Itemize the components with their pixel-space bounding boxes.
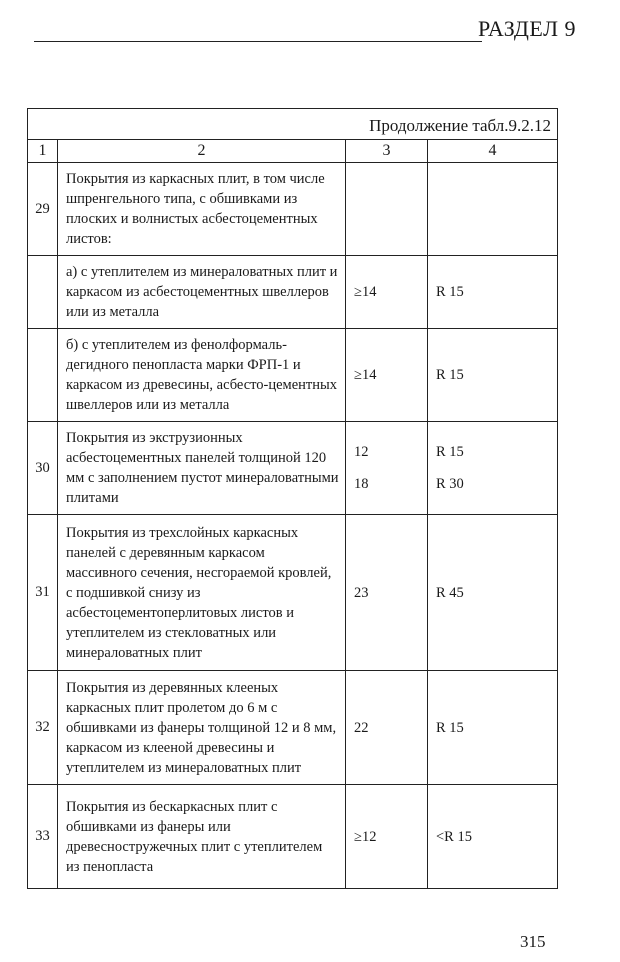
row-number [28,256,58,329]
column-number-row [28,140,558,163]
row-col4: R 15 [428,256,558,329]
row-number: 31 [28,515,58,671]
row-col4: R 15 [428,671,558,785]
column-header-3: 3 [346,140,428,163]
table-row [28,515,558,671]
row-col4-value: R 30 [436,476,464,492]
row-number: 30 [28,422,58,515]
row-col3: ≥14 [346,329,428,422]
row-number: 32 [28,671,58,785]
table-row [28,163,558,256]
row-col3: 22 [346,671,428,785]
table-caption-row [28,109,558,140]
row-col3: 23 [346,515,428,671]
row-description: а) с утеплителем из минераловатных плит и каркасом из асбестоцементных швеллеров или из металла [58,256,346,329]
row-number [28,329,58,422]
row-description: Покрытия из каркасных плит, в том числе шпренгельного типа, с обшивками из плоских и волнистых асбестоцементных листов: [58,163,346,256]
table-row [28,329,558,422]
row-number: 29 [28,163,58,256]
header-rule [34,41,482,42]
column-header-4: 4 [428,140,558,163]
table-row [28,256,558,329]
column-header-2: 2 [58,140,346,163]
table-row [28,422,558,515]
row-number: 33 [28,785,58,889]
row-col3-value: 12 [354,444,369,460]
column-header-1: 1 [28,140,58,163]
row-description: Покрытия из экструзионных асбестоцементных панелей толщиной 120 мм с заполнением пустот минераловатными плитами [58,422,346,515]
row-col3 [346,163,428,256]
row-col3 [346,422,428,515]
row-description: Покрытия из трехслойных каркасных панелей с деревянным каркасом массивного сечения, несгораемой кровлей, с подшивкой снизу из асбестоцементоперлитовых листов и утеплителем из стекловатных или минераловатных плит [58,515,346,671]
row-col4 [428,422,558,515]
row-col3: ≥14 [346,256,428,329]
table-caption: Продолжение табл.9.2.12 [28,109,558,140]
row-description: Покрытия из бескаркасных плит с обшивками из фанеры или древесностружечных плит с утеплителем из пенопласта [58,785,346,889]
row-col4: <R 15 [428,785,558,889]
fire-resistance-table [27,108,558,889]
table-row [28,671,558,785]
row-col4 [428,163,558,256]
row-col4: R 15 [428,329,558,422]
row-description: Покрытия из деревянных клееных каркасных плит пролетом до 6 м с обшивками из фанеры толщиной 12 и 8 мм, каркасом из клееной древесины и утеплителем из минераловатных плит [58,671,346,785]
row-col3: ≥12 [346,785,428,889]
page-number: 315 [520,932,546,951]
table-row [28,785,558,889]
row-col4: R 45 [428,515,558,671]
row-col4-value: R 15 [436,444,464,460]
section-title: РАЗДЕЛ 9 [477,16,576,41]
row-description: б) с утеплителем из фенолформаль-дегидного пенопласта марки ФРП-1 и каркасом из древесины, асбесто-цементных швеллеров или из металла [58,329,346,422]
row-col3-value: 18 [354,476,369,492]
